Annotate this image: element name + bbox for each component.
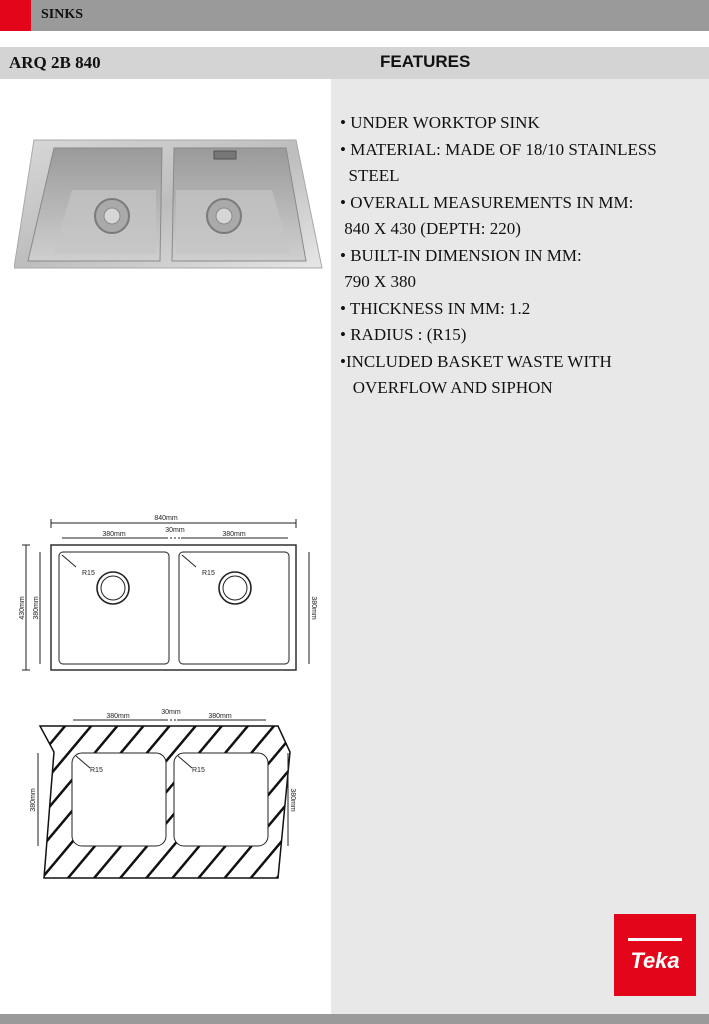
left-radius-label: R15 — [82, 570, 95, 577]
overall-width-label: 840mm — [154, 515, 178, 522]
teka-logo — [614, 914, 696, 996]
feature-line: 790 X 380 — [340, 272, 417, 291]
cutout-left-width-label: 380mm — [106, 713, 130, 720]
right-bowl-width-label: 380mm — [222, 531, 246, 538]
feature-line: • OVERALL MEASUREMENTS IN MM: — [340, 192, 634, 212]
cutout-drawing — [28, 706, 318, 882]
brand-color-block — [0, 0, 31, 31]
model-title: ARQ 2B 840 — [9, 53, 101, 72]
top-view-drawing — [18, 510, 328, 680]
features-list — [340, 110, 700, 402]
feature-line: STEEL — [340, 166, 400, 185]
gap-label: 30mm — [165, 527, 185, 534]
teka-logo-mark — [614, 914, 696, 996]
bottom-bar — [0, 1014, 709, 1024]
cutout-left-radius-label: R15 — [90, 767, 103, 774]
feature-line: • UNDER WORKTOP SINK — [340, 113, 540, 132]
cutout-right-width-label: 380mm — [208, 713, 232, 720]
left-bowl-width-label: 380mm — [102, 531, 126, 538]
feature-line: • MATERIAL: MADE OF 18/10 STAINLESS — [340, 139, 657, 159]
brand-name-text: Teka — [630, 948, 680, 973]
feature-line: • RADIUS : (R15) — [340, 325, 467, 344]
feature-line: •INCLUDED BASKET WASTE WITH — [340, 351, 612, 371]
section-label: SINKS — [41, 7, 84, 22]
overall-height-label: 430mm — [19, 596, 26, 620]
right-bowl — [179, 552, 289, 664]
top-bar — [0, 0, 709, 31]
feature-line: 840 X 430 (DEPTH: 220) — [340, 219, 521, 238]
cutout-gap-label: 30mm — [161, 709, 181, 716]
features-heading: FEATURES — [380, 52, 471, 71]
cutout-right-radius-label: R15 — [192, 767, 205, 774]
right-cutout — [174, 753, 268, 846]
right-drain — [219, 572, 251, 604]
right-bowl-height-label: 380mm — [310, 596, 317, 620]
sink-product-image — [14, 138, 324, 273]
cutout-right-height-label: 380mm — [289, 788, 296, 812]
left-bowl-height-label: 380mm — [33, 596, 40, 620]
left-drain — [97, 572, 129, 604]
cutout-left-height-label: 380mm — [30, 788, 37, 812]
right-radius-label: R15 — [202, 570, 215, 577]
feature-line: • BUILT-IN DIMENSION IN MM: — [340, 245, 582, 265]
feature-line: • THICKNESS IN MM: 1.2 — [340, 298, 531, 318]
left-bowl — [59, 552, 169, 664]
title-bar — [0, 47, 709, 79]
feature-line: OVERFLOW AND SIPHON — [340, 378, 553, 397]
sink-outline — [51, 545, 296, 670]
left-cutout — [72, 753, 166, 846]
